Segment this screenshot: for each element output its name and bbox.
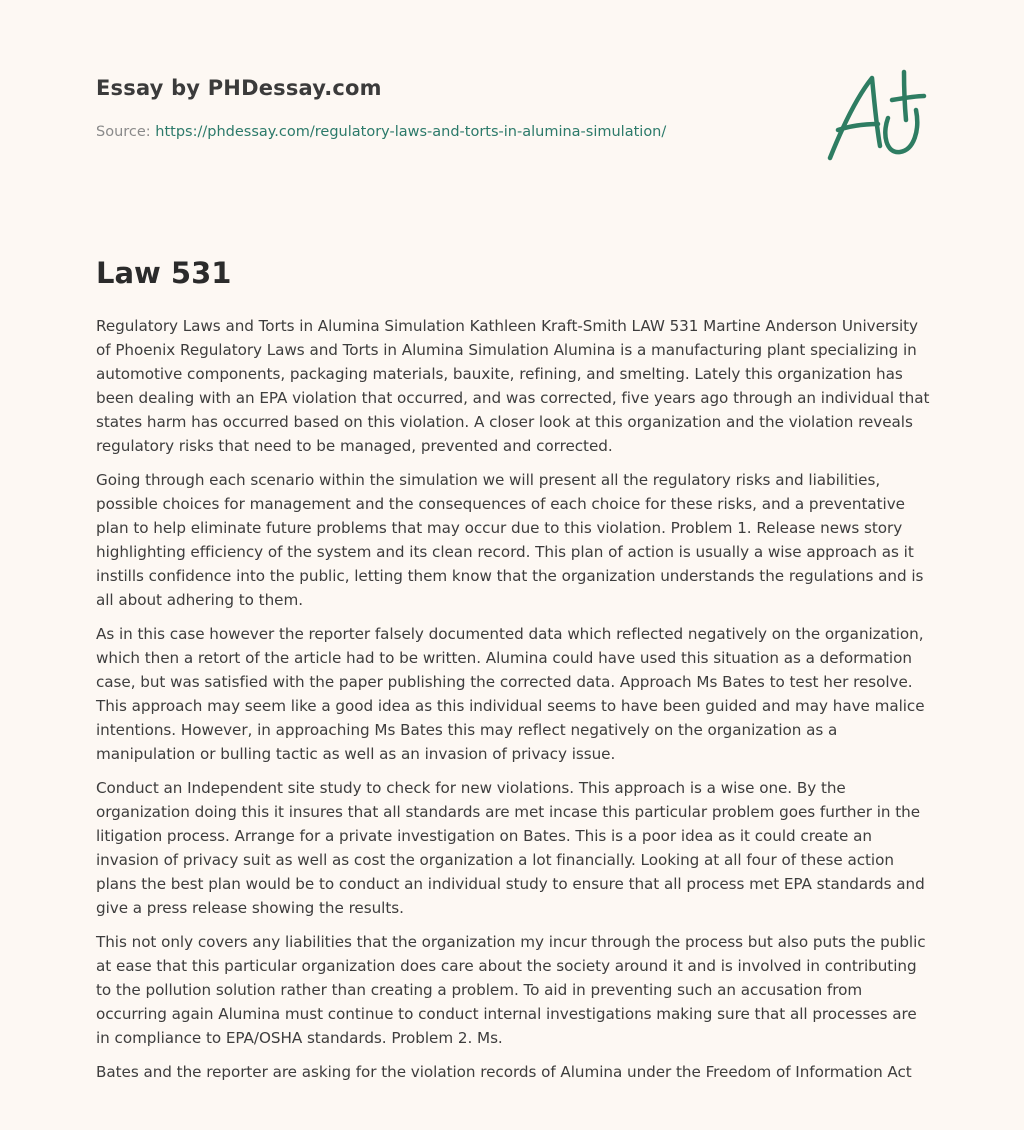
essay-paragraph: Regulatory Laws and Torts in Alumina Simulation Kathleen Kraft-Smith LAW 531 Martine Anderson University of Phoenix Regulatory Laws and Torts in Alumina Simulation Alumina is a manufacturing plant specializing in automotive components, packaging materials, bauxite, refining, and smelting. Lately this organization has been dealing with an EPA violation that occurred, and was corrected, five years ago through an individual that states harm has occurred based on this violation. A closer look at this organization and the violation reveals regulatory risks that need to be managed, prevented and corrected. bbox=[96, 317, 930, 455]
essay-paragraph: Bates and the reporter are asking for the violation records of Alumina under the Freedom of Information Act bbox=[96, 1063, 912, 1081]
essay-paragraph: Conduct an Independent site study to check for new violations. This approach is a wise one. By the organization doing this it insures that all standards are met incase this particular problem goes further in the litigation process. Arrange for a private investigation on Bates. This is a poor idea as it could create an invasion of privacy suit as well as cost the organization a lot financially. Looking at all four of these action plans the best plan would be to conduct an individual study to ensure that all process met EPA standards and give a press release showing the results. bbox=[96, 779, 925, 917]
essay-paragraph: This not only covers any liabilities that the organization my incur through the process but also puts the public at ease that this particular organization does care about the society around it and is involved in contributing to the pollution solution rather than creating a problem. To aid in preventing such an accusation from occurring again Alumina must continue to conduct internal investigations making sure that all processes are in compliance to EPA/OSHA standards. Problem 2. Ms. bbox=[96, 933, 926, 1047]
a-plus-grade-icon bbox=[820, 68, 930, 164]
source-link[interactable]: https://phdessay.com/regulatory-laws-and-torts-in-alumina-simulation/ bbox=[155, 124, 667, 140]
essay-body bbox=[96, 314, 930, 1094]
source-label: Source: bbox=[96, 124, 151, 140]
document-title: Law 531 bbox=[96, 256, 232, 290]
essay-paragraph: Going through each scenario within the simulation we will present all the regulatory risks and liabilities, possible choices for management and the consequences of each choice for these risks, and a preventative plan to help eliminate future problems that may occur due to this violation. Problem 1. Release news story highlighting efficiency of the system and its clean record. This plan of action is usually a wise approach as it instills confidence into the public, letting them know that the organization understands the regulations and is all about adhering to them. bbox=[96, 471, 924, 609]
source-line bbox=[96, 124, 666, 140]
site-title: Essay by PHDessay.com bbox=[96, 76, 382, 100]
essay-paragraph: As in this case however the reporter falsely documented data which reflected negatively on the organization, which then a retort of the article had to be written. Alumina could have used this situation as a deformation case, but was satisfied with the paper publishing the corrected data. Approach Ms Bates to test her resolve. This approach may seem like a good idea as this individual seems to have been guided and may have malice intentions. However, in approaching Ms Bates this may reflect negatively on the organization as a manipulation or bulling tactic as well as an invasion of privacy issue. bbox=[96, 625, 925, 763]
